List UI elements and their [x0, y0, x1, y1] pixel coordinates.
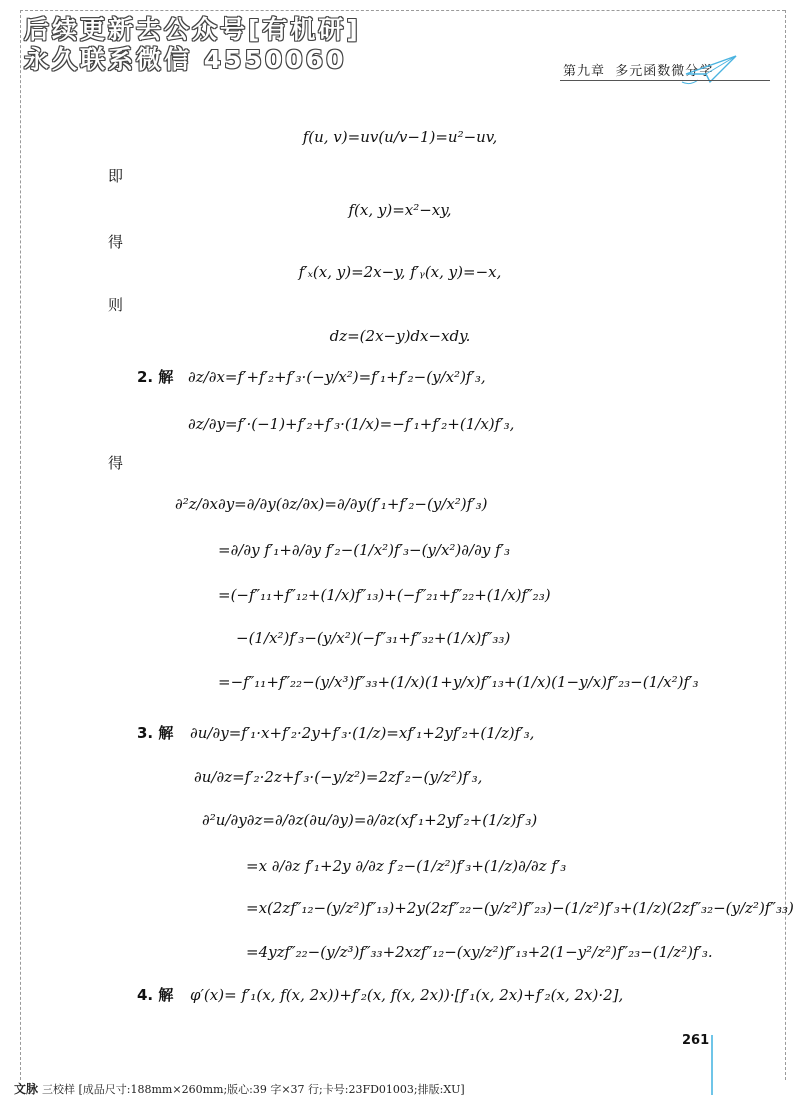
equation-line: ∂²z/∂x∂y=∂/∂y(∂z/∂x)=∂/∂y(f′₁+f′₂−(y/x²)f′₃) — [175, 495, 488, 513]
header-rule — [560, 80, 770, 81]
connective-word: 得 — [108, 454, 124, 472]
watermark-line-2: 永久联系微信 4550060 — [24, 45, 347, 74]
equation-line: ∂u/∂y=f′₁·x+f′₂·2y+f′₃·(1/z)=xf′₁+2yf′₂+(1/z)f′₃, — [190, 724, 535, 742]
chapter-number: 第九章 — [563, 64, 606, 79]
connective-word: 即 — [108, 167, 124, 185]
equation-line: φ′(x)= f′₁(x, f(x, 2x))+f′₂(x, f(x, 2x))·[f′₁(x, 2x)+f′₂(x, 2x)·2], — [190, 986, 624, 1004]
equation-line: =∂/∂y f′₁+∂/∂y f′₂−(1/x²)f′₃−(y/x²)∂/∂y f′₃ — [218, 541, 511, 559]
problem-2-label: 2. 解 — [137, 368, 174, 386]
equation-line: =4yzf″₂₂−(y/z³)f″₃₃+2xzf″₁₂−(xy/z²)f″₁₃+2(1−y²/z²)f″₂₃−(1/z²)f′₃. — [246, 943, 713, 961]
equation-line: =x ∂/∂z f′₁+2y ∂/∂z f′₂−(1/z²)f′₃+(1/z)∂/∂z f′₃ — [246, 857, 567, 875]
chapter-title: 多元函数微分学 — [615, 64, 714, 79]
equation-line: =x(2zf″₁₂−(y/z²)f″₁₃)+2y(2zf″₂₂−(y/z²)f″₂₃)−(1/z²)f′₃+(1/z)(2zf″₃₂−(y/z²)f″₃₃) — [246, 899, 794, 917]
equation-line: ∂²u/∂y∂z=∂/∂z(∂u/∂y)=∂/∂z(xf′₁+2yf′₂+(1/z)f′₃) — [202, 811, 538, 829]
equation-line: f′ₓ(x, y)=2x−y, f′ᵧ(x, y)=−x, — [298, 263, 502, 281]
page-frame-right — [785, 10, 786, 1080]
margin-accent-bar — [711, 1035, 713, 1095]
problem-4-label: 4. 解 — [137, 986, 174, 1004]
page-frame-left — [20, 10, 21, 1080]
problem-3-label: 3. 解 — [137, 724, 174, 742]
equation-line: f(x, y)=x²−xy, — [348, 201, 452, 219]
equation-line: ∂z/∂x=f′+f′₂+f′₃·(−y/x²)=f′₁+f′₂−(y/x²)f′₃, — [188, 368, 486, 386]
page-number: 261 — [682, 1033, 710, 1048]
equation-line: ∂u/∂z=f′₂·2z+f′₃·(−y/z²)=2zf′₂−(y/z²)f′₃, — [194, 768, 483, 786]
paper-plane-icon — [680, 52, 740, 88]
equation-line: f(u, v)=uv(u/v−1)=u²−uv, — [302, 128, 498, 146]
print-footer — [14, 1080, 465, 1097]
connective-word: 则 — [108, 296, 124, 314]
equation-line: dz=(2x−y)dx−xdy. — [329, 327, 471, 345]
equation-line: =−f″₁₁+f″₂₂−(y/x³)f″₃₃+(1/x)(1+y/x)f″₁₃+(1/x)(1−y/x)f″₂₃−(1/x²)f′₃ — [218, 673, 699, 691]
equation-line: ∂z/∂y=f′·(−1)+f′₂+f′₃·(1/x)=−f′₁+f′₂+(1/x)f′₃, — [188, 415, 515, 433]
equation-line: −(1/x²)f′₃−(y/x²)(−f″₃₁+f″₃₂+(1/x)f″₃₃) — [236, 629, 511, 647]
footer-info: 三校样 [成品尺寸:188mm×260mm;版心:39 字×37 行;卡号:23FD01003;排版:XU] — [42, 1083, 465, 1096]
equation-line: =(−f″₁₁+f″₁₂+(1/x)f″₁₃)+(−f″₂₁+f″₂₂+(1/x)f″₂₃) — [218, 586, 551, 604]
footer-brand: 文脉 — [14, 1082, 39, 1096]
connective-word: 得 — [108, 233, 124, 251]
watermark-line-1: 后续更新去公众号[有机研] — [24, 15, 361, 44]
